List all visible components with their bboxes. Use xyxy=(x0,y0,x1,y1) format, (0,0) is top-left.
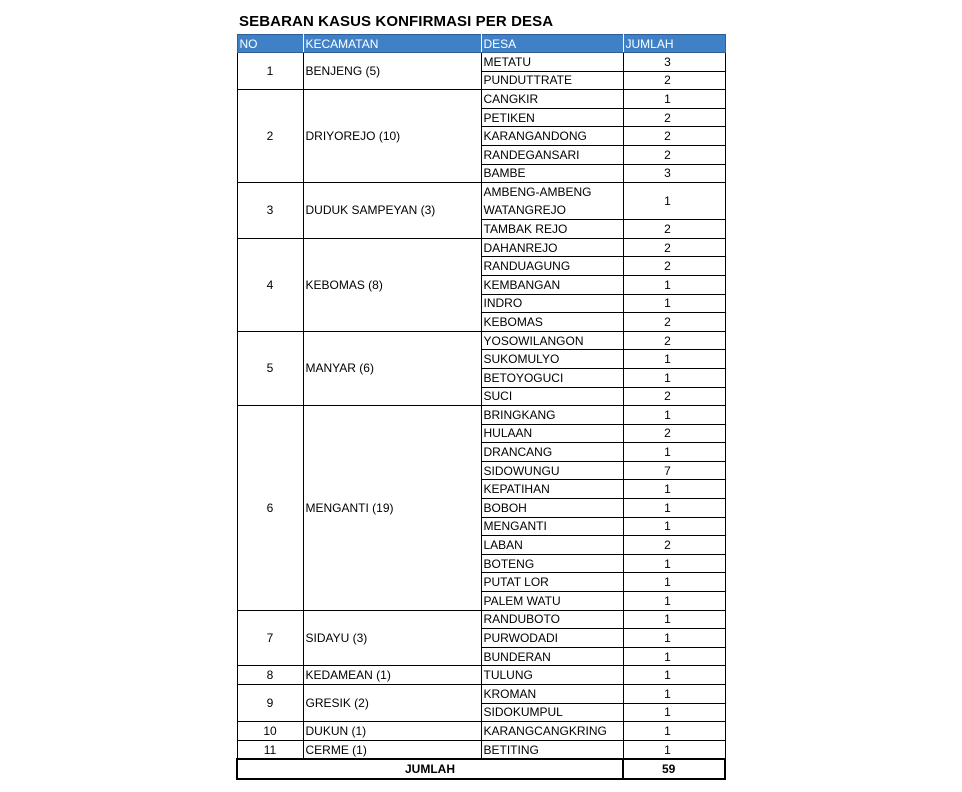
header-desa: DESA xyxy=(481,35,623,53)
jumlah-value: 1 xyxy=(664,686,671,701)
jumlah-cell xyxy=(623,331,725,350)
desa-cell: BETITING xyxy=(481,740,623,759)
jumlah-value: 1 xyxy=(664,296,671,311)
desa-cell: HULAAN xyxy=(481,424,623,443)
row-number: 11 xyxy=(237,740,303,759)
desa-cell: SIDOKUMPUL xyxy=(481,703,623,722)
desa-cell: BOBOH xyxy=(481,499,623,518)
table-title: SEBARAN KASUS KONFIRMASI PER DESA xyxy=(239,13,554,30)
desa-cell: METATU xyxy=(481,53,623,72)
kecamatan-cell: BENJENG (5) xyxy=(303,53,481,90)
kecamatan-cell: DUDUK SAMPEYAN (3) xyxy=(303,183,481,239)
jumlah-value: 1 xyxy=(664,556,671,571)
jumlah-cell xyxy=(623,275,725,294)
jumlah-value: 2 xyxy=(664,129,671,144)
jumlah-cell xyxy=(623,387,725,406)
desa-cell: AMBENG-AMBENG WATANGREJO xyxy=(481,183,623,220)
jumlah-cell xyxy=(623,220,725,239)
jumlah-value: 2 xyxy=(664,221,671,236)
jumlah-cell xyxy=(623,610,725,629)
kecamatan-cell: DRIYOREJO (10) xyxy=(303,90,481,183)
kecamatan-cell: CERME (1) xyxy=(303,740,481,759)
jumlah-cell xyxy=(623,536,725,555)
row-number: 8 xyxy=(237,666,303,685)
table-row xyxy=(237,90,725,109)
table-row xyxy=(237,406,725,425)
desa-cell: PURWODADI xyxy=(481,629,623,648)
jumlah-value: 1 xyxy=(664,705,671,720)
jumlah-value: 2 xyxy=(664,538,671,553)
desa-cell: BETOYOGUCI xyxy=(481,368,623,387)
jumlah-cell xyxy=(623,108,725,127)
jumlah-cell xyxy=(623,740,725,759)
desa-cell: SIDOWUNGU xyxy=(481,461,623,480)
jumlah-cell xyxy=(623,647,725,666)
desa-cell: CANGKIR xyxy=(481,90,623,109)
table-row xyxy=(237,722,725,741)
jumlah-cell xyxy=(623,554,725,573)
jumlah-value: 1 xyxy=(664,445,671,460)
header-row xyxy=(237,35,725,53)
jumlah-value: 1 xyxy=(664,194,671,209)
jumlah-value: 1 xyxy=(664,352,671,367)
jumlah-cell xyxy=(623,90,725,109)
jumlah-cell xyxy=(623,424,725,443)
total-value xyxy=(623,759,725,779)
jumlah-value: 3 xyxy=(664,54,671,69)
desa-cell: KEBOMAS xyxy=(481,313,623,332)
row-number: 1 xyxy=(237,53,303,90)
desa-cell: INDRO xyxy=(481,294,623,313)
jumlah-cell xyxy=(623,703,725,722)
desa-cell: DRANCANG xyxy=(481,443,623,462)
table-row xyxy=(237,610,725,629)
table-row xyxy=(237,331,725,350)
jumlah-cell xyxy=(623,53,725,72)
jumlah-value: 1 xyxy=(664,370,671,385)
jumlah-value: 2 xyxy=(664,259,671,274)
jumlah-cell xyxy=(623,722,725,741)
total-row xyxy=(237,759,725,779)
jumlah-value: 2 xyxy=(664,240,671,255)
kecamatan-cell: GRESIK (2) xyxy=(303,685,481,722)
desa-cell: TULUNG xyxy=(481,666,623,685)
jumlah-cell xyxy=(623,499,725,518)
jumlah-value: 1 xyxy=(664,482,671,497)
row-number: 2 xyxy=(237,90,303,183)
total-value-text: 59 xyxy=(662,762,676,777)
header-kecamatan: KECAMATAN xyxy=(303,35,481,53)
jumlah-value: 1 xyxy=(664,612,671,627)
table-row xyxy=(237,685,725,704)
desa-cell: PALEM WATU xyxy=(481,592,623,611)
row-number: 10 xyxy=(237,722,303,741)
jumlah-value: 2 xyxy=(664,333,671,348)
jumlah-cell xyxy=(623,368,725,387)
jumlah-value: 1 xyxy=(664,723,671,738)
table-row xyxy=(237,666,725,685)
jumlah-value: 2 xyxy=(664,389,671,404)
jumlah-value: 1 xyxy=(664,742,671,757)
desa-cell: PUTAT LOR xyxy=(481,573,623,592)
jumlah-value: 2 xyxy=(664,73,671,88)
jumlah-cell xyxy=(623,145,725,164)
desa-cell: KARANGANDONG xyxy=(481,127,623,146)
cases-table xyxy=(236,34,726,780)
jumlah-cell xyxy=(623,666,725,685)
desa-cell: YOSOWILANGON xyxy=(481,331,623,350)
desa-cell: RANDUAGUNG xyxy=(481,257,623,276)
desa-cell: KARANGCANGKRING xyxy=(481,722,623,741)
jumlah-cell xyxy=(623,238,725,257)
jumlah-cell xyxy=(623,257,725,276)
jumlah-value: 1 xyxy=(664,91,671,106)
table-row xyxy=(237,53,725,72)
desa-cell: RANDEGANSARI xyxy=(481,145,623,164)
jumlah-cell xyxy=(623,573,725,592)
jumlah-value: 3 xyxy=(664,166,671,181)
jumlah-value: 2 xyxy=(664,110,671,125)
desa-cell: DAHANREJO xyxy=(481,238,623,257)
row-number: 9 xyxy=(237,685,303,722)
jumlah-cell xyxy=(623,592,725,611)
desa-cell: SUKOMULYO xyxy=(481,350,623,369)
table-row xyxy=(237,238,725,257)
jumlah-value: 1 xyxy=(664,593,671,608)
kecamatan-cell: KEDAMEAN (1) xyxy=(303,666,481,685)
desa-cell: BAMBE xyxy=(481,164,623,183)
jumlah-cell xyxy=(623,480,725,499)
kecamatan-cell: SIDAYU (3) xyxy=(303,610,481,666)
jumlah-cell xyxy=(623,183,725,220)
row-number: 6 xyxy=(237,406,303,611)
kecamatan-cell: MENGANTI (19) xyxy=(303,406,481,611)
table-row xyxy=(237,183,725,220)
desa-cell: RANDUBOTO xyxy=(481,610,623,629)
jumlah-cell xyxy=(623,313,725,332)
jumlah-cell xyxy=(623,443,725,462)
desa-cell: TAMBAK REJO xyxy=(481,220,623,239)
jumlah-cell xyxy=(623,294,725,313)
jumlah-cell xyxy=(623,517,725,536)
jumlah-value: 1 xyxy=(664,631,671,646)
header-jumlah: JUMLAH xyxy=(623,35,725,53)
header-no: NO xyxy=(237,35,303,53)
desa-cell: BOTENG xyxy=(481,554,623,573)
jumlah-cell xyxy=(623,629,725,648)
desa-cell: PUNDUTTRATE xyxy=(481,71,623,90)
jumlah-value: 7 xyxy=(664,463,671,478)
row-number: 3 xyxy=(237,183,303,239)
row-number: 5 xyxy=(237,331,303,405)
row-number: 4 xyxy=(237,238,303,331)
jumlah-value: 1 xyxy=(664,500,671,515)
desa-cell: KEPATIHAN xyxy=(481,480,623,499)
kecamatan-cell: MANYAR (6) xyxy=(303,331,481,405)
desa-cell: KEMBANGAN xyxy=(481,275,623,294)
jumlah-cell xyxy=(623,461,725,480)
jumlah-cell xyxy=(623,350,725,369)
jumlah-value: 1 xyxy=(664,649,671,664)
jumlah-value: 2 xyxy=(664,147,671,162)
jumlah-cell xyxy=(623,164,725,183)
desa-cell: BRINGKANG xyxy=(481,406,623,425)
jumlah-cell xyxy=(623,406,725,425)
desa-cell: LABAN xyxy=(481,536,623,555)
jumlah-value: 1 xyxy=(664,277,671,292)
desa-cell: MENGANTI xyxy=(481,517,623,536)
jumlah-value: 1 xyxy=(664,407,671,422)
desa-cell: KROMAN xyxy=(481,685,623,704)
jumlah-cell xyxy=(623,71,725,90)
kecamatan-cell: KEBOMAS (8) xyxy=(303,238,481,331)
jumlah-value: 2 xyxy=(664,426,671,441)
jumlah-value: 1 xyxy=(664,575,671,590)
desa-cell: SUCI xyxy=(481,387,623,406)
jumlah-value: 2 xyxy=(664,314,671,329)
desa-cell: BUNDERAN xyxy=(481,647,623,666)
jumlah-value: 1 xyxy=(664,519,671,534)
kecamatan-cell: DUKUN (1) xyxy=(303,722,481,741)
row-number: 7 xyxy=(237,610,303,666)
table-row xyxy=(237,740,725,759)
desa-cell: PETIKEN xyxy=(481,108,623,127)
table-body xyxy=(237,53,725,760)
jumlah-cell xyxy=(623,685,725,704)
jumlah-value: 1 xyxy=(664,668,671,683)
jumlah-cell xyxy=(623,127,725,146)
total-label: JUMLAH xyxy=(237,759,623,779)
